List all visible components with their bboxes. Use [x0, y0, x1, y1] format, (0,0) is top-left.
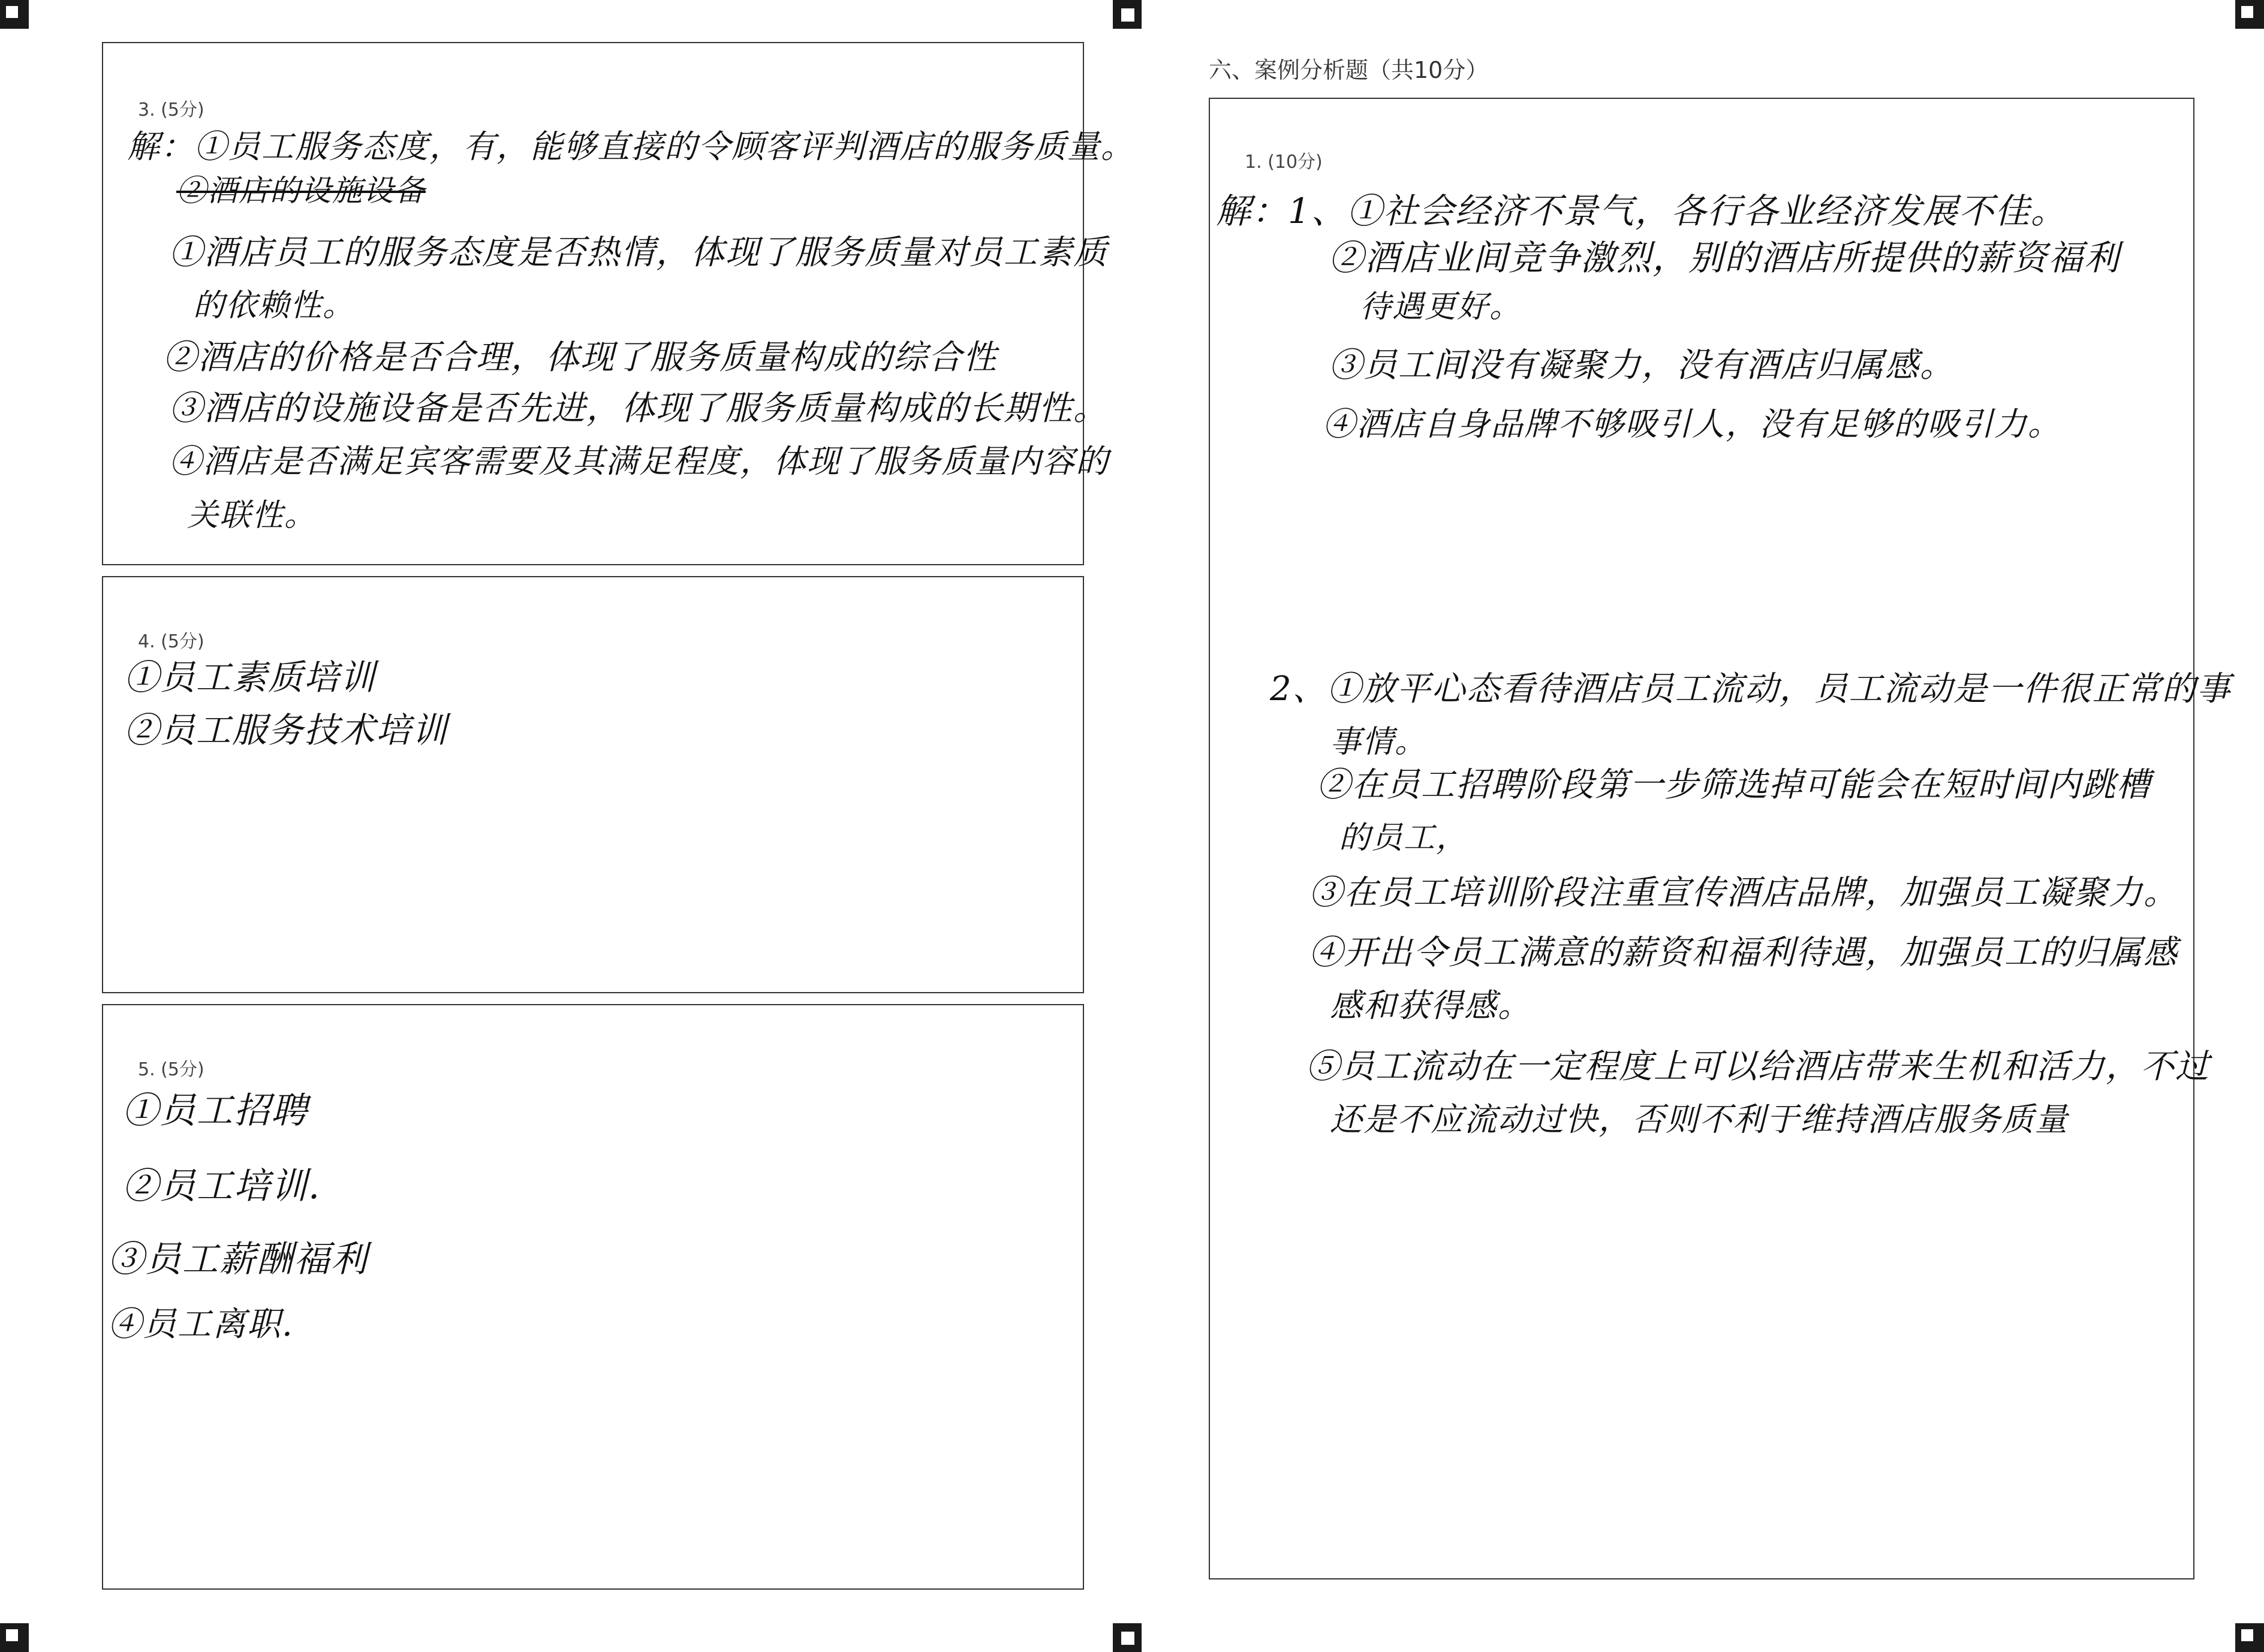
registration-marker-top-left [0, 0, 29, 29]
answer-line: 解：①员工服务态度，有，能够直接的令顾客评判酒店的服务质量。 [127, 128, 1134, 165]
answer-line: 待遇更好。 [1360, 289, 1522, 325]
answer-line: 2、①放平心态看待酒店员工流动，员工流动是一件很正常的事 [1270, 670, 2232, 709]
answer-line: ④开出令员工满意的薪资和福利待遇，加强员工的归属感 [1309, 933, 2178, 972]
answer-line: ②酒店的价格是否合理，体现了服务质量构成的综合性 [163, 338, 998, 377]
registration-marker-top-center [1113, 0, 1142, 29]
answer-line: ③员工薪酬福利 [108, 1238, 368, 1280]
answer-line: ⑤员工流动在一定程度上可以给酒店带来生机和活力，不过 [1306, 1047, 2210, 1086]
question-label: 1. (10分) [1245, 152, 1323, 173]
answer-box-question-4 [102, 576, 1084, 993]
answer-line: ④酒店是否满足宾客需要及其满足程度，体现了服务质量内容的 [169, 442, 1109, 480]
registration-marker-bottom-center [1113, 1623, 1142, 1652]
answer-line: ②酒店业间竞争激烈，别的酒店所提供的薪资福利 [1329, 237, 2121, 278]
answer-box-question-5 [102, 1004, 1084, 1590]
answer-line: 解：1、①社会经济不景气，各行各业经济发展不佳。 [1216, 191, 2067, 231]
answer-line-struck: ②酒店的设施设备 [176, 173, 426, 208]
answer-line: ④酒店自身品牌不够吸引人，没有足够的吸引力。 [1323, 405, 2061, 443]
answer-line: ④员工离职. [108, 1305, 294, 1344]
question-label: 3. (5分) [138, 100, 204, 120]
question-label: 5. (5分) [138, 1059, 204, 1080]
answer-line: 事情。 [1330, 724, 1428, 760]
answer-line: 的员工， [1339, 820, 1469, 856]
answer-line: ①酒店员工的服务态度是否热情，体现了服务质量对员工素质 [169, 233, 1108, 272]
registration-marker-top-right [2235, 0, 2264, 29]
answer-line: ①员工素质培训 [124, 657, 377, 698]
answer-line: 感和获得感。 [1330, 987, 1531, 1024]
answer-line: ③在员工培训阶段注重宣传酒店品牌，加强员工凝聚力。 [1309, 873, 2178, 912]
answer-line: 还是不应流动过快，否则不利于维持酒店服务质量 [1330, 1101, 2069, 1138]
answer-box-question-3 [102, 42, 1134, 565]
answer-line: ②员工服务技术培训 [124, 710, 448, 750]
question-label: 4. (5分) [138, 631, 204, 652]
answer-line: 关联性。 [187, 498, 317, 533]
registration-marker-bottom-right [2235, 1623, 2264, 1652]
answer-line: ①员工招聘 [122, 1090, 308, 1132]
answer-line: ②员工培训. [122, 1165, 321, 1207]
answer-line: ③酒店的设施设备是否先进，体现了服务质量构成的长期性。 [169, 389, 1108, 428]
section-title: 六、案例分析题（共10分） [1209, 57, 1489, 83]
registration-marker-bottom-left [0, 1623, 29, 1652]
answer-line: ②在员工招聘阶段第一步筛选掉可能会在短时间内跳槽 [1317, 765, 2151, 804]
answer-line: 的依赖性。 [193, 288, 356, 324]
answer-box-case-analysis [1209, 98, 2232, 1579]
answer-line: ③员工间没有凝聚力，没有酒店归属感。 [1329, 346, 1955, 385]
